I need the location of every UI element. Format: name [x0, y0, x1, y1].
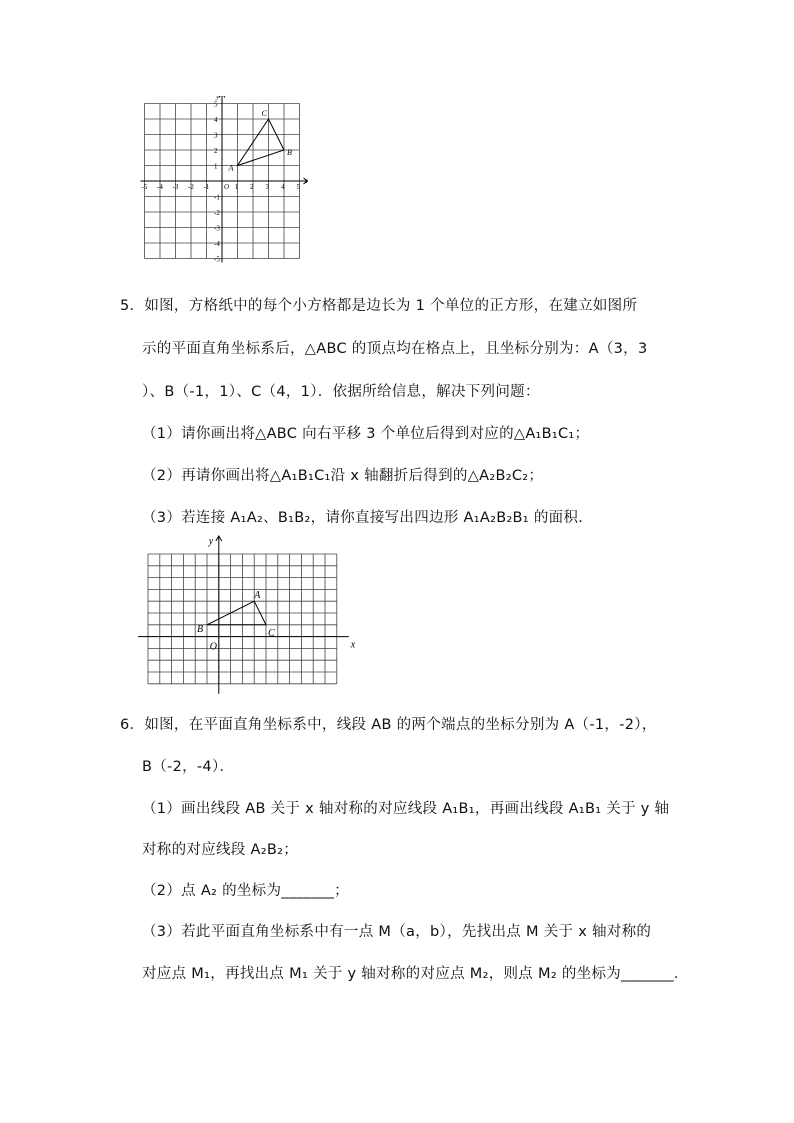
vertex-label-a: A — [228, 163, 234, 173]
figure-2-coordinate-grid — [135, 533, 355, 698]
x-tick-label: 2 — [250, 183, 254, 191]
axes — [141, 96, 308, 263]
y-tick-label: 3 — [214, 131, 218, 140]
q6-number: 6 — [120, 717, 130, 733]
q5-sub1: （1）请你画出将△ABC 向右平移 3 个单位后得到对应的△A₁B₁C₁； — [142, 426, 590, 442]
q6-sub2: （2）点 A₂ 的坐标为_______； — [142, 883, 349, 899]
q5-line3: ）、B（-1，1）、C（4，1）．依据所给信息，解决下列问题： — [142, 384, 540, 400]
y-tick-label: 5 — [214, 100, 218, 109]
x-axis-label: x — [350, 639, 355, 651]
vertex-label-a: A — [254, 590, 261, 602]
q6-sub3a: （3）若此平面直角坐标系中有一点 M（a，b），先找出点 M 关于 x 轴对称的 — [142, 924, 652, 940]
axes — [138, 536, 349, 694]
x-axis-label: x — [304, 177, 308, 185]
origin-label: O — [224, 183, 230, 191]
y-tick-label: -2 — [214, 209, 220, 217]
x-tick-label: -2 — [188, 183, 194, 191]
y-tick-label: -3 — [214, 224, 220, 233]
x-tick-label: -1 — [203, 183, 210, 191]
q5-number: 5 — [120, 298, 130, 314]
x-tick-label: -5 — [141, 183, 148, 191]
x-tick-label: 5 — [296, 183, 300, 191]
x-tick-label: -4 — [157, 183, 163, 191]
q6-line2: B（-2，-4）． — [142, 759, 235, 775]
q5-line2: 示的平面直角坐标系后，△ABC 的顶点均在格点上，且坐标分别为：A（3，3 — [142, 341, 648, 357]
x-tick-label: -3 — [172, 183, 179, 191]
x-tick-label: 1 — [234, 183, 238, 191]
q5-sub2: （2）再请你画出将△A₁B₁C₁沿 x 轴翻折后得到的△A₂B₂C₂； — [142, 468, 544, 484]
y-tick-label: 2 — [214, 147, 218, 155]
vertex-label-b: B — [287, 148, 292, 157]
vertex-labels — [197, 536, 355, 653]
triangle-abc — [238, 119, 285, 166]
q6-line1: ．如图，在平面直角坐标系中，线段 AB 的两个端点的坐标分别为 A（-1，-2）， — [129, 717, 657, 733]
y-axis-label: y — [208, 536, 214, 547]
grid-lines — [148, 554, 337, 684]
q6-sub3b: 对应点 M₁，再找出点 M₁ 关于 y 轴对称的对应点 M₂，则点 M₂ 的坐标为_______． — [142, 966, 689, 982]
vertex-label-b: B — [197, 623, 204, 635]
q6-sub1b: 对称的对应线段 A₂B₂； — [142, 842, 299, 858]
y-axis-label: y — [216, 96, 220, 101]
q5-line1: ．如图，方格纸中的每个小方格都是边长为 1 个单位的正方形，在建立如图所 — [129, 298, 638, 314]
vertex-label-c: C — [261, 109, 267, 118]
y-tick-label: -1 — [214, 193, 220, 202]
y-tick-label: -4 — [214, 240, 220, 248]
x-tick-label: 3 — [265, 183, 269, 191]
y-tick-label: 4 — [214, 116, 218, 124]
figure-1-coordinate-grid — [132, 96, 327, 281]
q5-sub3: （3）若连接 A₁A₂、B₁B₂，请你直接写出四边形 A₁A₂B₂B₁ 的面积． — [142, 510, 594, 526]
origin-label: O — [209, 641, 218, 653]
y-tick-label: -5 — [214, 255, 220, 264]
vertex-label-c: C — [268, 627, 275, 639]
x-tick-label: 4 — [281, 183, 285, 191]
tick-labels — [142, 96, 309, 264]
y-tick-label: 1 — [214, 162, 218, 171]
q6-sub1a: （1）画出线段 AB 关于 x 轴对称的对应线段 A₁B₁，再画出线段 A₁B₁ 关于 y 轴 — [142, 801, 670, 817]
